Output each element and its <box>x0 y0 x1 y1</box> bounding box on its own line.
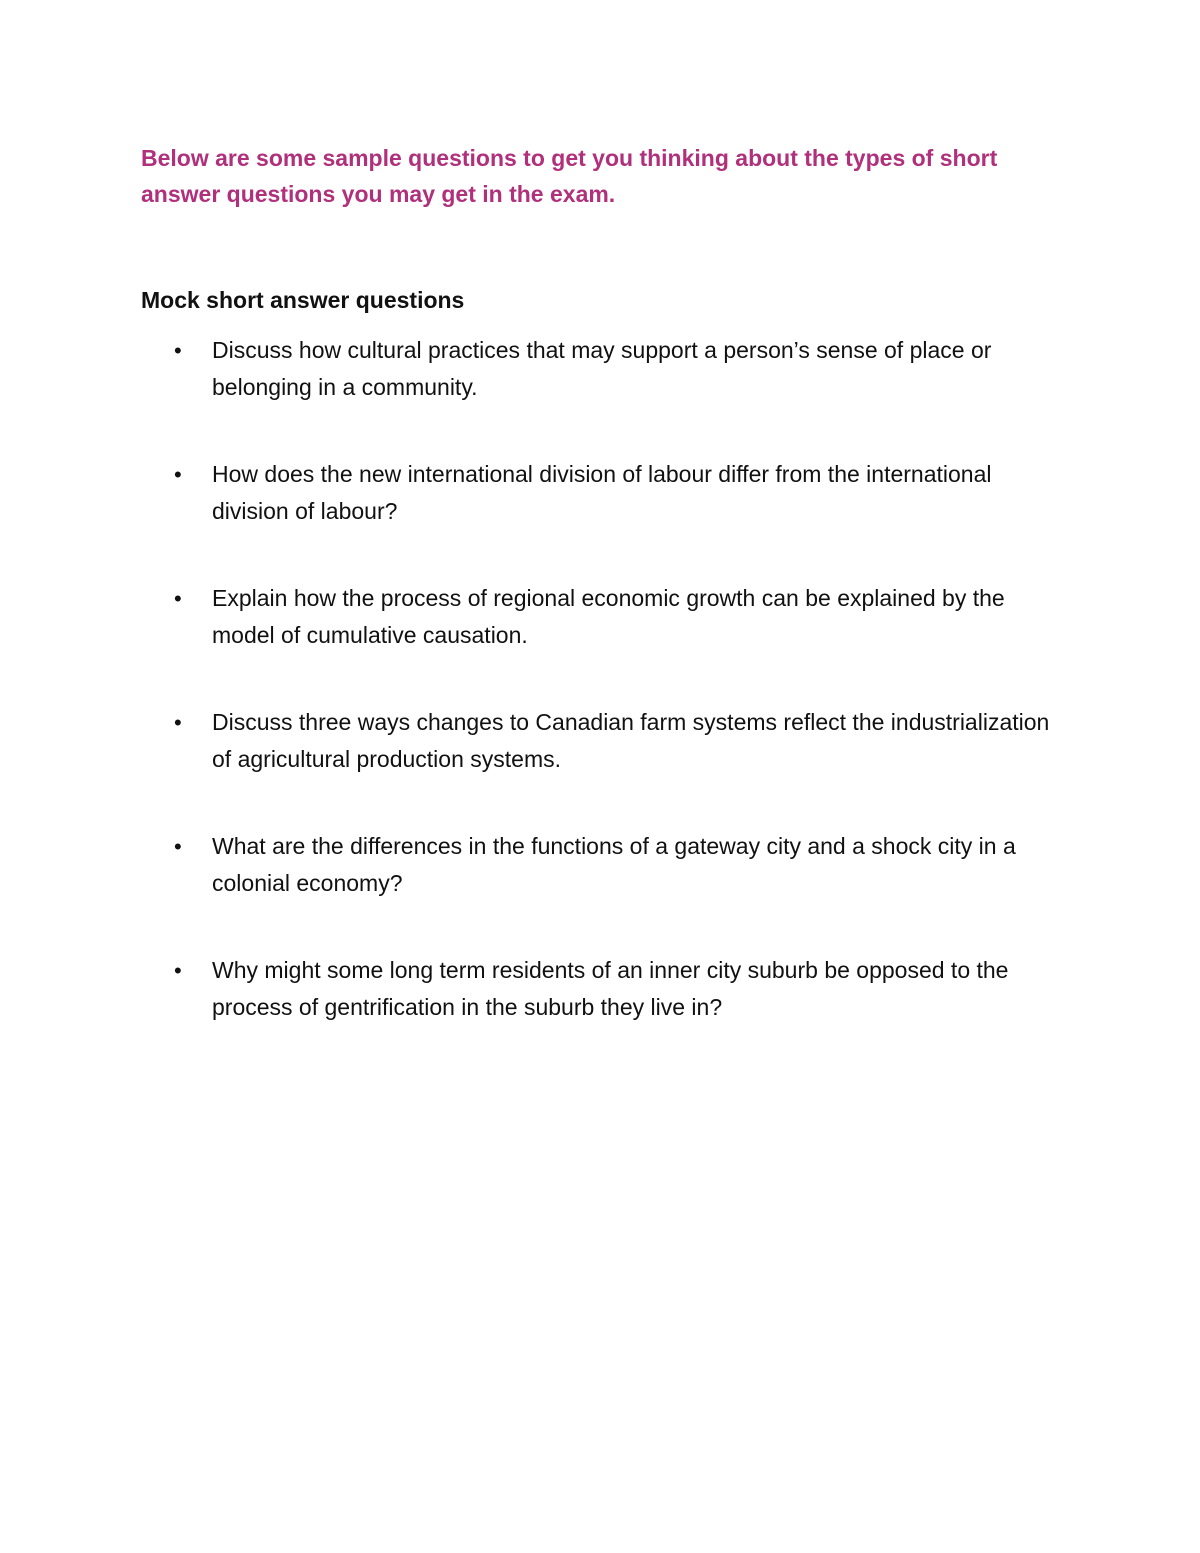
bullet-icon: • <box>174 958 182 983</box>
question-text: What are the differences in the functions of a gateway city and a shock city in a colonial economy? <box>212 833 1016 896</box>
question-list <box>141 332 1071 1076</box>
question-item <box>141 704 1071 776</box>
question-item <box>141 580 1071 652</box>
bullet-icon: • <box>174 834 182 859</box>
question-text: How does the new international division of labour differ from the international division of labour? <box>212 461 992 524</box>
intro-text: Below are some sample questions to get you thinking about the types of short answer questions you may get in the exam. <box>141 145 998 207</box>
bullet-icon: • <box>174 710 182 735</box>
bullet-icon: • <box>174 338 182 363</box>
bullet-icon: • <box>174 586 182 611</box>
question-text: Why might some long term residents of an inner city suburb be opposed to the process of gentrification in the suburb they live in? <box>212 957 1009 1020</box>
question-text: Discuss how cultural practices that may support a person’s sense of place or belonging in a community. <box>212 337 992 400</box>
bullet-icon: • <box>174 462 182 487</box>
question-item <box>141 952 1071 1024</box>
question-item <box>141 828 1071 900</box>
question-text: Explain how the process of regional economic growth can be explained by the model of cumulative causation. <box>212 585 1005 648</box>
question-item <box>141 332 1071 404</box>
question-text: Discuss three ways changes to Canadian farm systems reflect the industrialization of agricultural production systems. <box>212 709 1050 772</box>
section-heading: Mock short answer questions <box>141 287 465 313</box>
question-item <box>141 456 1071 528</box>
